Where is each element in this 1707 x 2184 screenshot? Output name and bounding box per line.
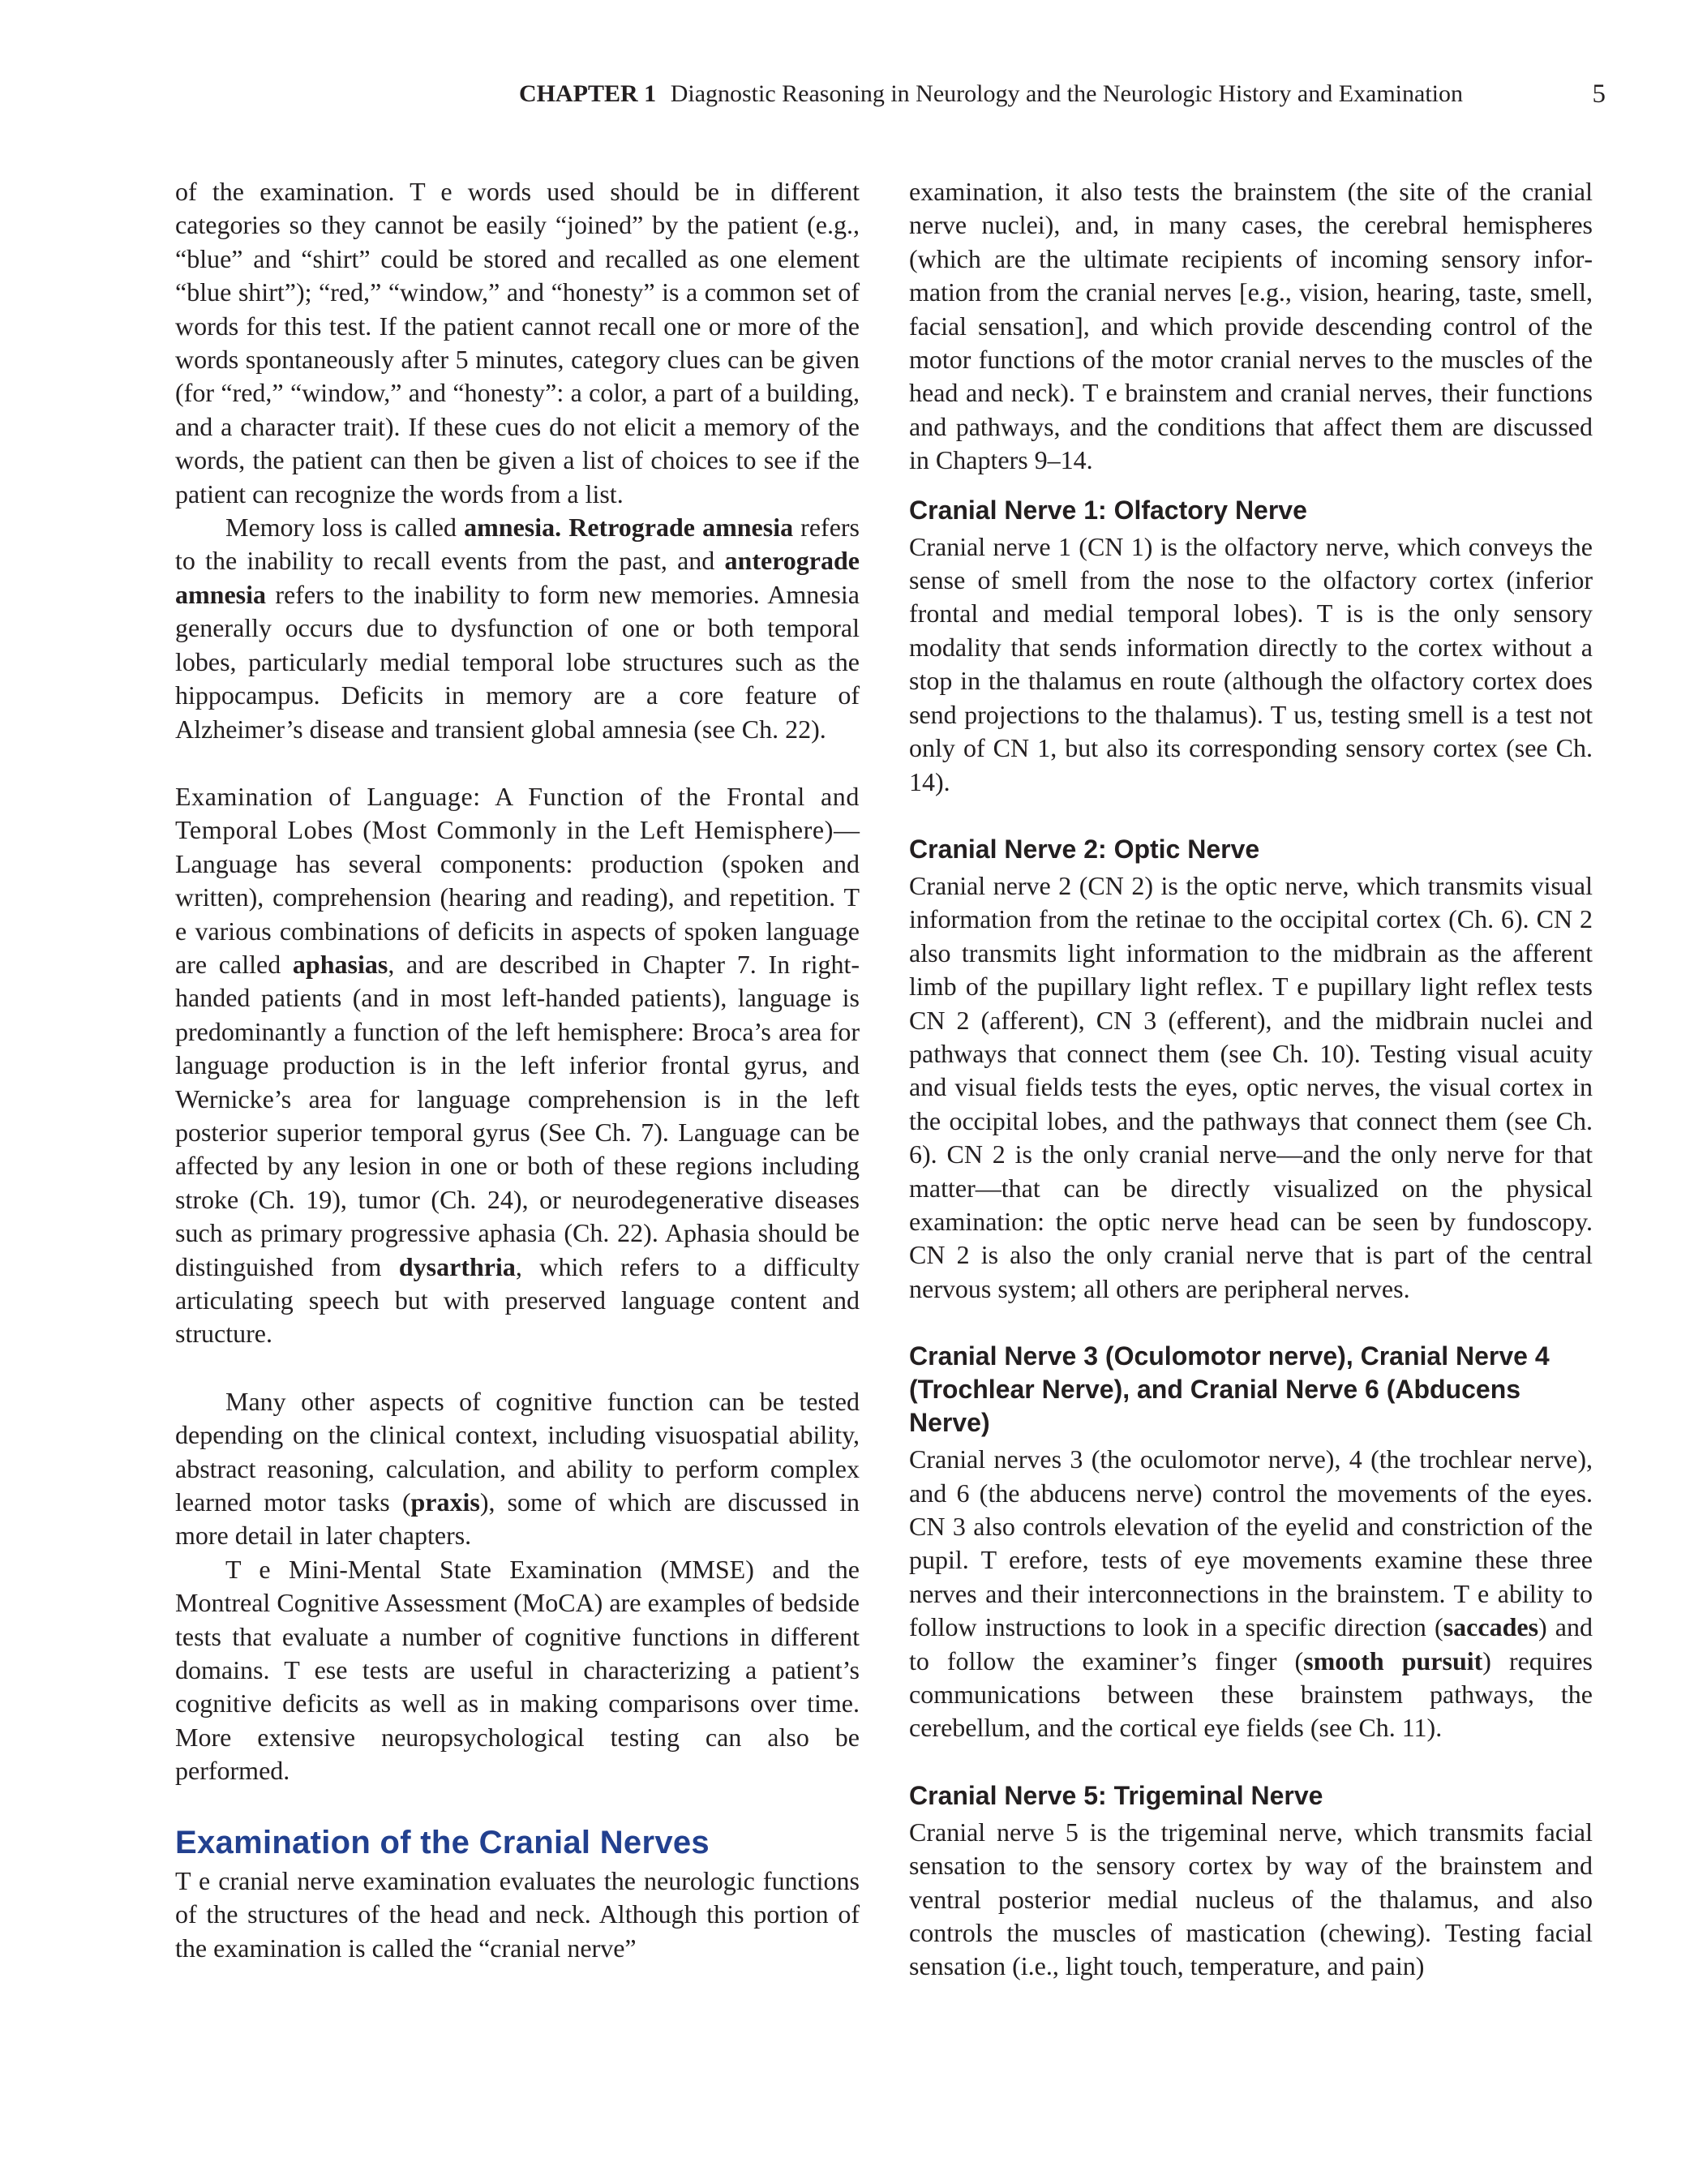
subheading-cn1: Cranial Nerve 1: Olfactory Nerve (909, 495, 1307, 525)
section-heading-cranial-nerves: Examination of the Cranial Nerves (175, 1824, 710, 1860)
subheading-cn3-4-6: Cranial Nerve 3 (Oculomotor nerve), Cranial Nerve 4 (Trochlear Nerve), and Cranial Nerve 6 (Abducens Nerve) (909, 1341, 1550, 1438)
paragraph-cn2: Cranial nerve 2 (CN 2) is the optic nerve, which transmits visual information from the retinae to the occipital cortex (Ch. 6). CN 2 also transmits light information to the midbrain as the afferent limb of the pupillary light reflex. T e pupillary light reflex tests CN 2 (afferent), CN 3 (efferent), and the midbrain nuclei and pathways that connect them (see Ch. 10). Testing visual acuity and visual fields tests the eyes, optic nerves, the visual cortex in the occipital lobes, and the pathways that connect them (see Ch. 6). CN 2 is the only cranial nerve—and the only nerve for that matter—that can be directly visualized on the physical examination: the optic nerve head can be seen by fundoscopy. CN 2 is also the only cranial nerve that is part of the central nervous system; all others are peripheral nerves. (909, 870, 1593, 1303)
term-praxis: praxis (410, 1487, 480, 1517)
term-retrograde-amnesia: Retrograde amnesia (568, 513, 794, 543)
paragraph-cn1: Cranial nerve 1 (CN 1) is the olfactory nerve, which conveys the sense of smell from the nose to the olfactory cortex (inferior frontal and medial temporal lobes). T is is the only sensory modality that sends information directly to the cortex without a stop in the thalamus en route (although the olfactory cortex does send projections to the thalamus). T us, testing smell is a test not only of CN 1, but also its corresponding sensory cortex (see Ch. 14). (909, 531, 1593, 796)
chapter-label: CHAPTER 1 (519, 80, 657, 107)
paragraph-mmse-moca: T e Mini-Mental State Examination (MMSE) and the Montreal Cognitive Assessment (MoCA) are examples of bedside tests that evaluate a number of cognitive functions in different domains. T ese tests are useful in characterizing a patient’s cognitive deficits as well as in making comparisons over time. More extensive neuropsychological testing can also be performed. (175, 1554, 860, 1786)
paragraph-cranial-continued: examination, it also tests the brainstem (the site of the cranial nerve nuclei), and, in many cases, the cerebral hemispheres (which are the ultimate recipients of incoming sensory information from the cranial nerves [e.g., vision, hearing, taste, smell, facial sensation], and which provide descending control of the motor functions of the motor cranial nerves to the muscles of the head and neck). T e brainstem and cranial nerves, their functions and pathways, and the conditions that affect them are discussed in Chapters 9–14. (909, 177, 1593, 475)
subheading-cn5: Cranial Nerve 5: Trigeminal Nerve (909, 1780, 1323, 1810)
subheading-cn2: Cranial Nerve 2: Optic Nerve (909, 834, 1260, 864)
paragraph-word-recall: of the examination. T e words used should be in different categories so they cannot be easily “joined” by the patient (e.g., “blue” and “shirt” could be stored and recalled as one element “blue shirt”); “red,” “window,” and “honesty” is a common set of words for this test. If the patient cannot recall one or more of the words spontaneously after 5 minutes, category clues can be given (for “red,” “window,” and “honesty”: a color, a part of a building, and a character trait). If these cues do not elicit a memory of the words, the patient can then be given a list of choices to see if the patient can recognize the words from a list. (175, 177, 860, 508)
paragraph-other-cognitive: Many other aspects of cognitive function can be tested depending on the clinical context, including visuospatial ability, abstract reasoning, calculation, and ability to perform complex learned motor tasks (praxis), some of which are discussed in more detail in later chapters. (175, 1386, 860, 1551)
paragraph-cn3-4-6: Cranial nerves 3 (the oculomotor nerve), 4 (the trochlear nerve), and 6 (the abducens nerve) control the movements of the eyes. CN 3 also controls elevation of the eyelid and constriction of the pupil. T erefore, tests of eye movements examine these three nerves and their interconnections in the brainstem. T e ability to follow instructions to look in a specific direction (saccades) and to follow the examiner’s finger (smooth pursuit) requires communications between these brainstem pathways, the cerebellum, and the cortical eye fields (see Ch. 11). (909, 1444, 1593, 1743)
running-header (519, 76, 1606, 112)
page-number: 5 (1592, 79, 1606, 109)
chapter-title: Diagnostic Reasoning in Neurology and the Neurologic History and Examination (670, 80, 1463, 107)
runin-heading-language: Examination of Language: A Function of the Frontal and Temporal Lobes (Most Commonly in the Left Hemisphere) (175, 781, 860, 845)
term-smooth-pursuit: smooth pursuit (1303, 1646, 1483, 1676)
paragraph-cn5: Cranial nerve 5 is the trigeminal nerve, which transmits facial sensation to the sensory cortex by way of the brainstem and ventral posterior medial nucleus of the thalamus, and also controls the muscles of mastication (chewing). Testing facial sensation (i.e., light touch, temperature, and pain) (909, 1817, 1593, 1981)
paragraph-amnesia: Memory loss is called amnesia. Retrograde amnesia refers to the inability to recall events from the past, and anterograde amnesia refers to the inability to form new memories. Amnesia generally occurs due to dysfunction of one or both temporal lobes, particularly medial temporal lobe structures such as the hippocampus. Deficits in memory are a core feature of Alzheimer’s disease and transient global amnesia (see Ch. 22). (175, 513, 860, 744)
paragraph-language-exam: Examination of Language: A Function of the Frontal and Temporal Lobes (Most Commonly in the Left Hemisphere)—Language has several components: production (spoken and written), comprehension (hearing and reading), and repetition. T e various combinations of deficits in aspects of spoken language are called aphasias, and are described in Chapter 7. In right-handed patients (and in most left-handed patients), language is predominantly a function of the left hemisphere: Broca’s area for language production is in the left inferior frontal gyrus, and Wernicke’s area for language comprehension is in the left posterior superior temporal gyrus (See Ch. 7). Language can be affected by any lesion in one or both of these regions including stroke (Ch. 19), tumor (Ch. 24), or neurodegenerative diseases such as primary progressive aphasia (Ch. 22). Aphasia should be distinguished from dysarthria, which refers to a difficulty articulating speech but with preserved language content and structure. (175, 781, 860, 1349)
term-saccades: saccades (1443, 1612, 1539, 1642)
term-anterograde-amnesia: anterograde amnesia (175, 546, 860, 609)
term-aphasias: aphasias (292, 949, 388, 979)
left-column (175, 175, 860, 1965)
term-amnesia: amnesia. (464, 513, 562, 543)
term-dysarthria: dysarthria (398, 1251, 516, 1281)
paragraph-cranial-intro: T e cranial nerve examination evaluates the neurologic functions of the structures of the head and neck. Although this portion of the examination is called the “cranial nerve” (175, 1865, 860, 1963)
right-column (909, 175, 1593, 1984)
